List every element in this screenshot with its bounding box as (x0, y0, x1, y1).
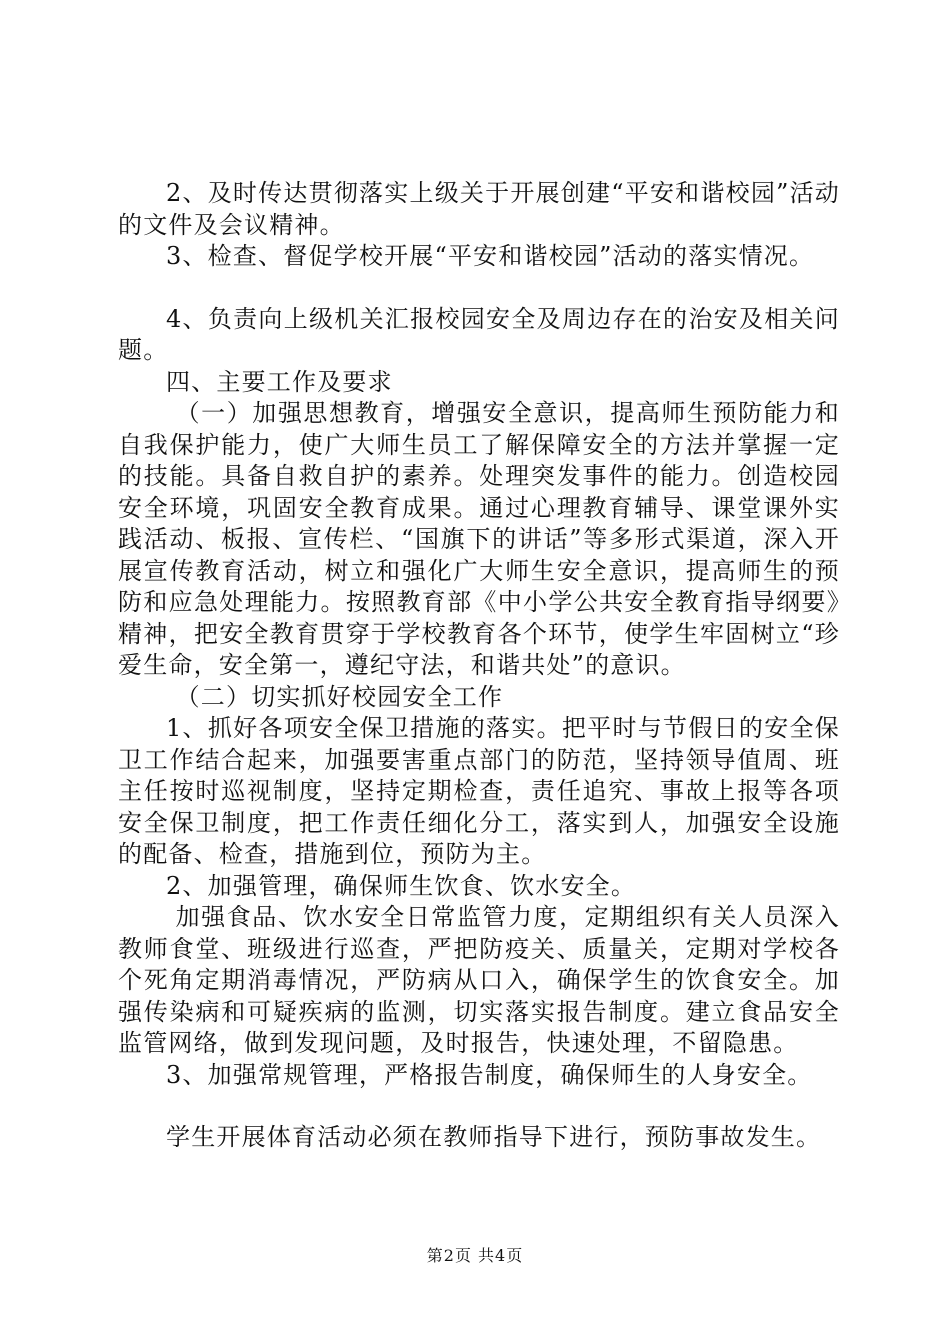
section-heading-four: 四、主要工作及要求 (166, 367, 393, 396)
subsection-one-paragraph: （一）加强思想教育，增强安全意识，提高师生预防能力和自我保护能力，使广大师生员工了解保障安全的方法并掌握一定的技能。具备自救自护的素养。处理突发事件的能力。创造校园安全环境，巩固安全教育成果。通过心理教育辅导、课堂课外实践活动、板报、宣传栏、“国旗下的讲话”等多形式渠道，深入开展宣传教育活动，树立和强化广大师生安全意识，提高师生的预防和应急处理能力。按照教育部《中小学公共安全教育指导纲要》精神，把安全教育贯穿于学校教育各个环节，使学生牢固树立“珍爱生命，安全第一，遵纪守法，和谐共处”的意识。 (118, 399, 840, 679)
paragraph-item-3: 3、检查、督促学校开展“平安和谐校园”活动的落实情况。 (166, 242, 815, 270)
sports-activity-paragraph: 学生开展体育活动必须在教师指导下进行，预防事故发生。 (166, 1123, 822, 1151)
paragraph-item-4: 4、负责向上级机关汇报校园安全及周边存在的治安及相关问题。 (118, 304, 840, 364)
food-water-heading: 2、加强管理，确保师生饮食、饮水安全。 (166, 871, 637, 900)
paragraph-item-2: 2、及时传达贯彻落实上级关于开展创建“平安和谐校园”活动的文件及会议精神。 (118, 179, 840, 239)
food-water-paragraph: 加强食品、饮水安全日常监管力度，定期组织有关人员深入教师食堂、班级进行巡查，严把防疫关、质量关，定期对学校各个死角定期消毒情况，严防病从口入，确保学生的饮食安全。加强传染病和可疑疾病的监测，切实落实报告制度。建立食品安全监管网络，做到发现问题，及时报告，快速处理，不留隐患。 (118, 903, 840, 1057)
routine-management-heading: 3、加强常规管理，严格报告制度，确保师生的人身安全。 (166, 1060, 813, 1089)
page-number-footer: 第2页 共4页 (426, 1246, 524, 1265)
document-body (118, 178, 840, 1154)
security-measures-paragraph: 1、抓好各项安全保卫措施的落实。把平时与节假日的安全保卫工作结合起来，加强要害重点部门的防范，坚持领导值周、班主任按时巡视制度，坚持定期检查，责任追究、事故上报等各项安全保卫制度，把工作责任细化分工，落实到人，加强安全设施的配备、检查，措施到位，预防为主。 (118, 714, 840, 868)
subsection-two-heading: （二）切实抓好校园安全工作 (175, 682, 504, 711)
